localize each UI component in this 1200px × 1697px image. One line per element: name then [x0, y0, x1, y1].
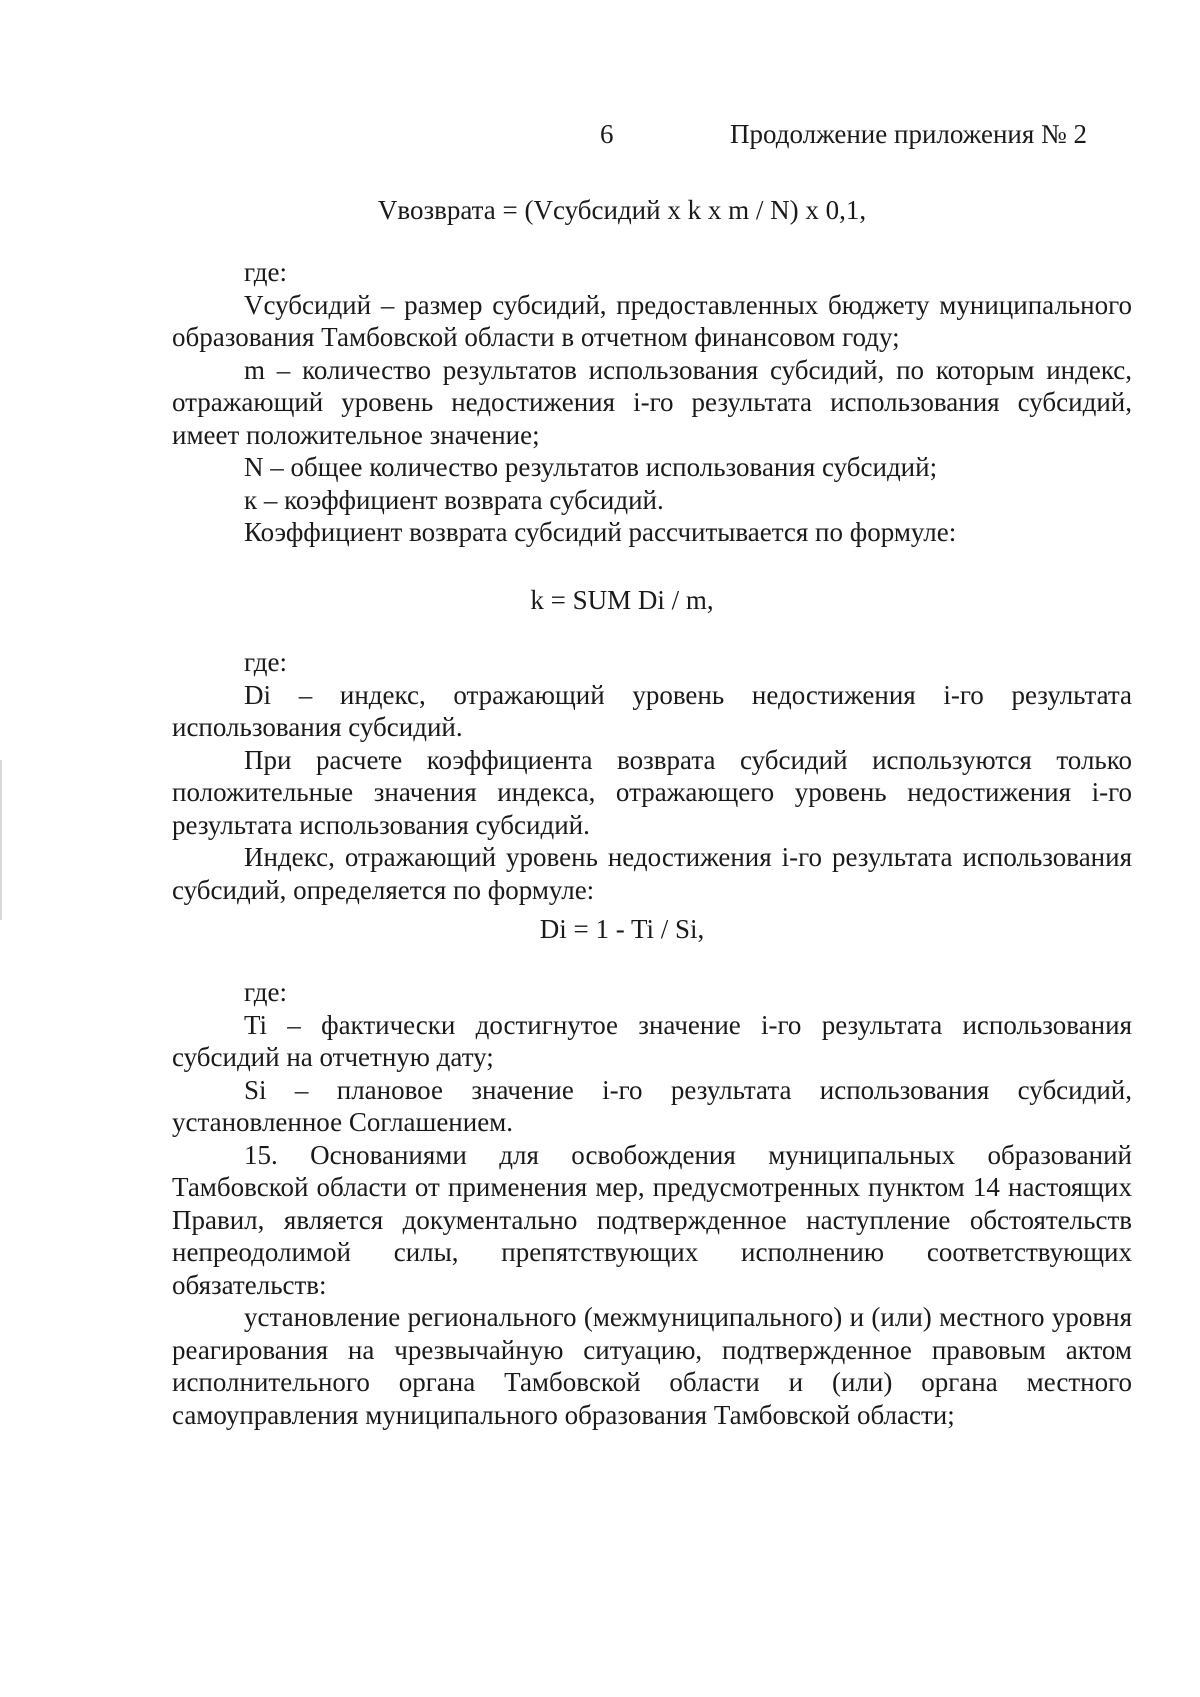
definition-si: Si – плановое значение i-го результата использования субсидий, установленное Соглашением.: [172, 1074, 1132, 1137]
definitions-block-1: [172, 256, 1132, 549]
where-label: где:: [244, 257, 287, 287]
definitions-block-3: [172, 976, 1132, 1431]
definition-di: Di – индекс, отражающий уровень недостижения i-го результата использования субсидий.: [172, 679, 1132, 742]
where-label: где:: [244, 977, 287, 1007]
paragraph-15: 15. Основаниями для освобождения муниципальных образований Тамбовской области от применения мер, предусмотренных пунктом 14 настоящих Правил, является документально подтвержденное наступление обстоятельств непреодолимой силы, препятствующих исполнению соответствующих обязательств:: [172, 1139, 1132, 1300]
definition-n: N – общее количество результатов использования субсидий;: [244, 452, 938, 482]
scan-edge-mark: [0, 760, 2, 920]
appendix-continuation-header: Продолжение приложения № 2: [730, 119, 1088, 149]
formula-return-volume: Vвозврата = (Vсубсидий x k x m / N) x 0,1,: [377, 195, 867, 225]
definition-ti: Ti – фактически достигнутое значение i-го результата использования субсидий на отчетную дату;: [172, 1009, 1132, 1072]
coefficient-intro: Коэффициент возврата субсидий рассчитывается по формуле:: [244, 517, 957, 547]
page-number: 6: [600, 119, 614, 149]
emergency-condition: установление регионального (межмуниципального) и (или) местного уровня реагирования на чрезвычайную ситуацию, подтвержденное правовым актом исполнительного органа Тамбовской области и (или) органа местного самоуправления муниципального образования Тамбовской области;: [172, 1302, 1132, 1430]
index-intro: Индекс, отражающий уровень недостижения i-го результата использования субсидий, определяется по формуле:: [172, 842, 1132, 905]
definition-vsubsidy: Vсубсидий – размер субсидий, предоставленных бюджету муниципального образования Тамбовской области в отчетном финансовом году;: [172, 289, 1132, 352]
formula-index: Di = 1 - Ti / Si,: [539, 914, 705, 944]
positive-values-note: При расчете коэффициента возврата субсидий используются только положительные значения индекса, отражающего уровень недостижения i-го результата использования субсидий.: [172, 744, 1132, 840]
definition-m: m – количество результатов использования субсидий, по которым индекс, отражающий уровень недостижения i-го результата использования субсидий, имеет положительное значение;: [172, 354, 1132, 450]
definitions-block-2: [172, 646, 1132, 906]
formula-coefficient: k = SUM Di / m,: [530, 585, 714, 615]
where-label: где:: [244, 647, 287, 677]
definition-k: к – коэффициент возврата субсидий.: [244, 484, 664, 515]
